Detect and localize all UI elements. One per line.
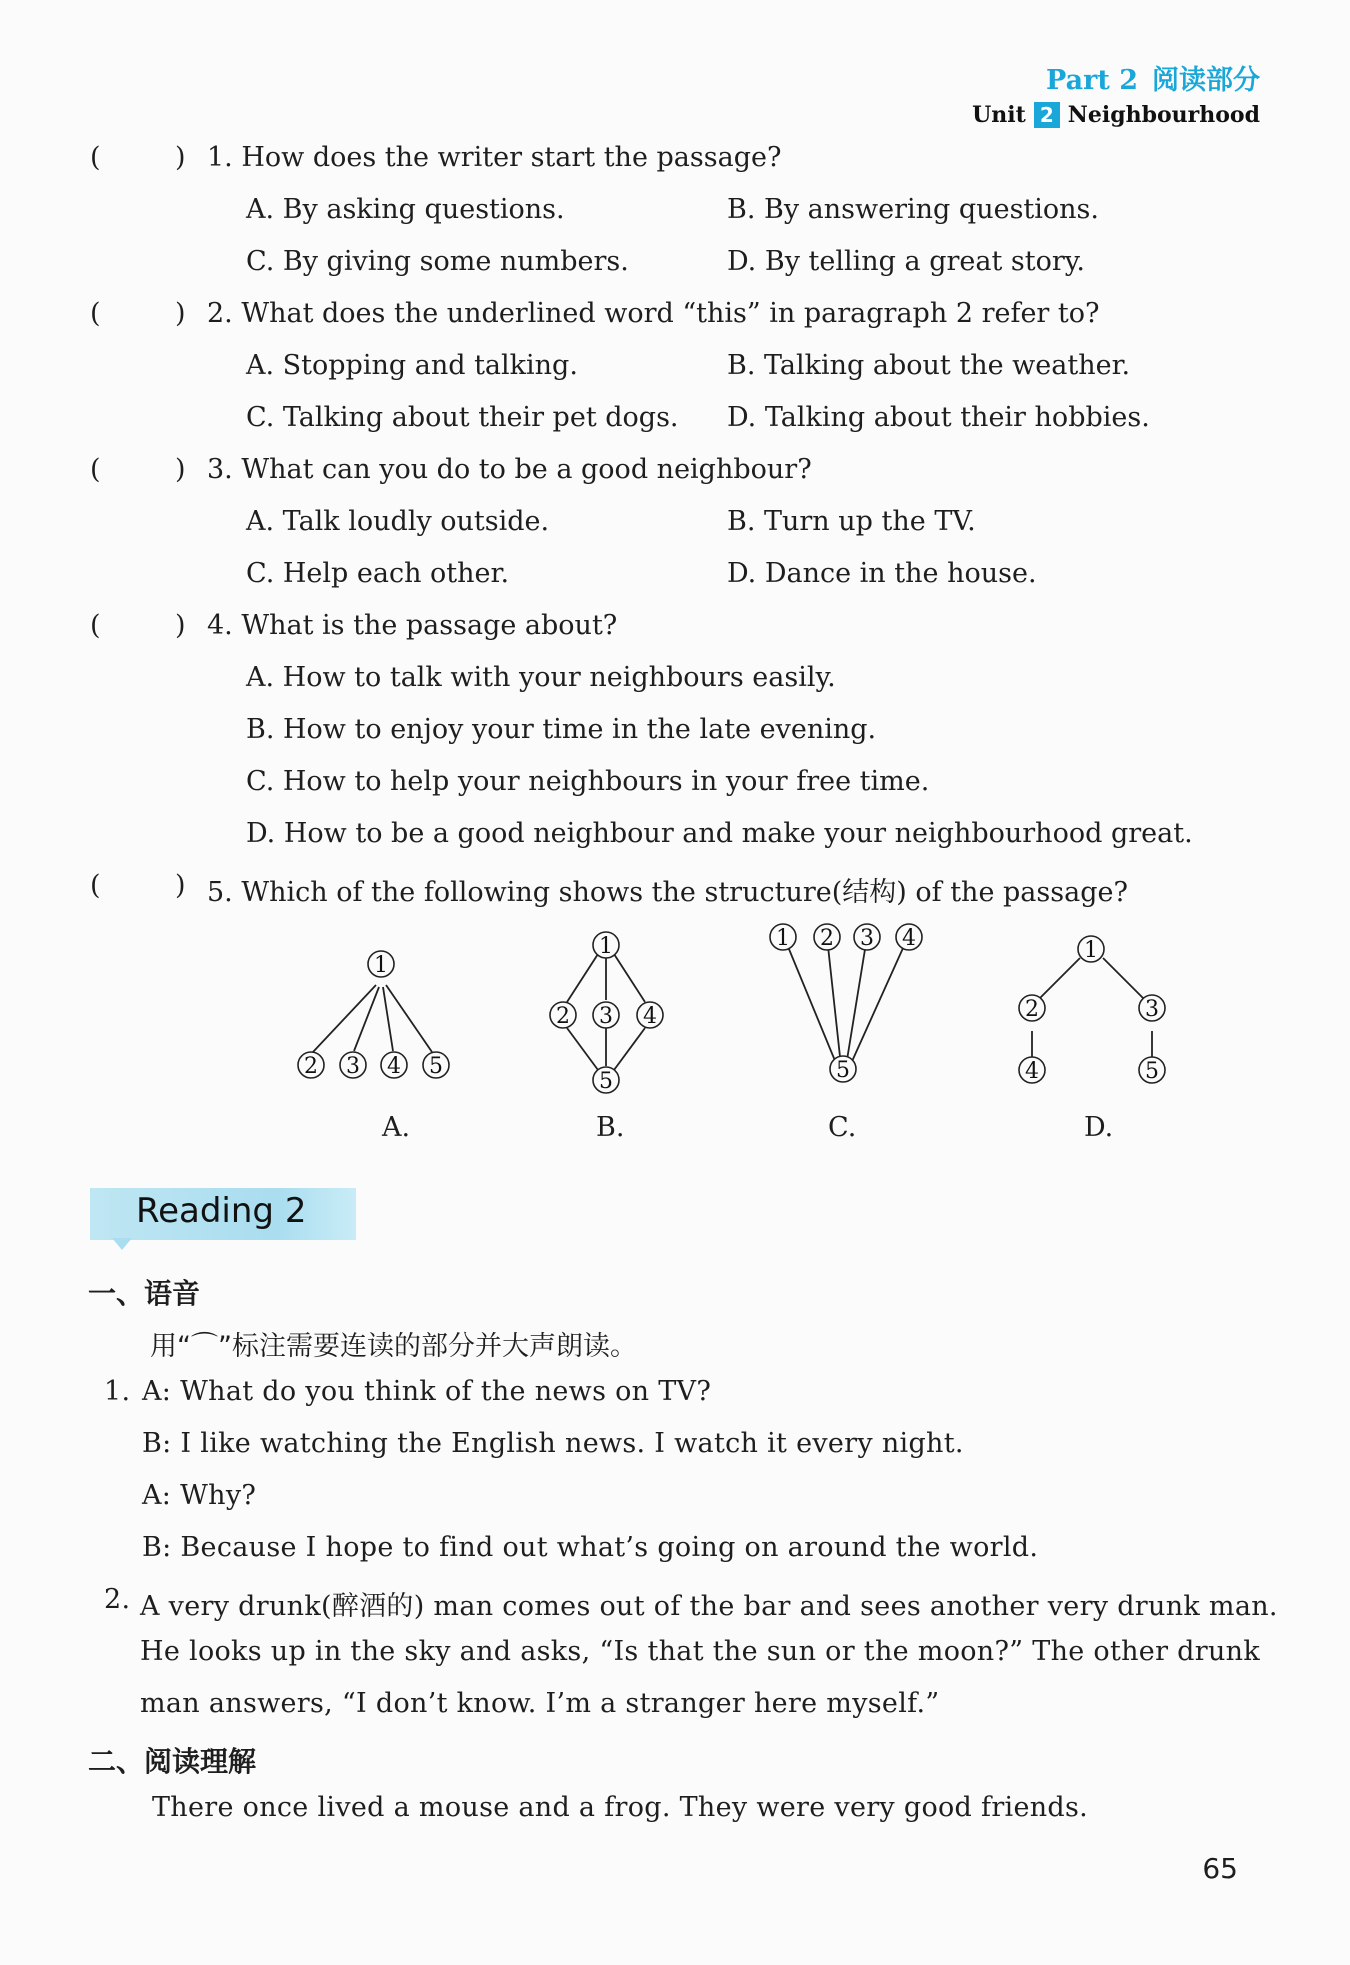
header-part — [1046, 58, 1260, 97]
svg-text:1: 1 — [776, 926, 790, 951]
story-number: 2. — [104, 1584, 131, 1615]
answer-paren-left: ( — [90, 610, 101, 641]
diagram-c-node — [770, 924, 796, 951]
diagram-label-a: A. — [382, 1112, 411, 1143]
diagram-d-edge — [1040, 958, 1080, 998]
story-line: He looks up in the sky and asks, “Is that the sun or the moon?” The other drunk — [140, 1636, 1261, 1667]
section-title-phonetics: 一、语音 — [88, 1277, 201, 1310]
svg-text:1: 1 — [599, 934, 613, 959]
question-1-option-c: C. By giving some numbers. — [246, 246, 629, 277]
question-1-option-d: D. By telling a great story. — [727, 246, 1086, 277]
question-1-option-a: A. By asking questions. — [246, 194, 565, 225]
header-part-cn: 阅读部分 — [1152, 65, 1260, 96]
diagram-d-node — [1078, 936, 1104, 963]
answer-paren-left: ( — [90, 298, 101, 329]
diagram-d-edge — [1103, 958, 1143, 998]
diagram-b-node — [550, 1002, 576, 1029]
question-5-text: 5. Which of the following shows the structure(结构) of the passage? — [207, 877, 1128, 908]
svg-text:2: 2 — [304, 1054, 318, 1079]
question-2-option-a: A. Stopping and talking. — [246, 350, 578, 381]
dialog-number: 1. — [104, 1376, 131, 1407]
diagram-b-edge — [567, 1028, 598, 1070]
diagram-c-node — [830, 1056, 856, 1083]
question-2-option-c: C. Talking about their pet dogs. — [246, 402, 679, 433]
diagram-b-node — [593, 1067, 619, 1094]
dialog-line: A: Why? — [142, 1480, 257, 1511]
diagram-b-node — [593, 1002, 619, 1029]
structure-diagrams — [0, 910, 1350, 1140]
svg-text:1: 1 — [1084, 938, 1098, 963]
header-part-label: Part 2 — [1046, 65, 1138, 96]
answer-paren-left: ( — [90, 870, 101, 901]
header-unit-title: Neighbourhood — [1067, 102, 1260, 128]
diagram-b-edge — [567, 954, 598, 1002]
section-title-reading: 二、阅读理解 — [88, 1745, 257, 1778]
question-3-option-a: A. Talk loudly outside. — [246, 506, 550, 537]
question-1-option-b: B. By answering questions. — [727, 194, 1099, 225]
svg-text:5: 5 — [429, 1054, 443, 1079]
svg-text:4: 4 — [902, 926, 916, 951]
section-instruction: 用“⌒”标注需要连读的部分并大声朗读。 — [150, 1331, 637, 1362]
diagram-b-node — [593, 932, 619, 959]
question-2-option-d: D. Talking about their hobbies. — [727, 402, 1150, 433]
answer-paren-right: ) — [175, 142, 186, 173]
answer-paren-right: ) — [175, 454, 186, 485]
reading-banner-title: Reading 2 — [136, 1191, 307, 1231]
diagram-label-d: D. — [1084, 1112, 1114, 1143]
diagram-c-node — [896, 924, 922, 951]
page-number: 65 — [1202, 1852, 1238, 1885]
question-3-option-d: D. Dance in the house. — [727, 558, 1037, 589]
diagram-a-node — [381, 1052, 407, 1079]
header-unit-number: 2 — [1034, 102, 1060, 128]
dialog-line: B: Because I hope to find out what’s going on around the world. — [142, 1532, 1039, 1563]
diagram-c-node — [814, 924, 840, 951]
diagram-c-node — [854, 924, 880, 951]
story-line: man answers, “I don’t know. I’m a stranger here myself.” — [140, 1688, 940, 1719]
dialog-line: B: I like watching the English news. I watch it every night. — [142, 1428, 964, 1459]
question-2-text: 2. What does the underlined word “this” in paragraph 2 refer to? — [207, 298, 1100, 329]
question-1-text: 1. How does the writer start the passage? — [207, 142, 782, 173]
diagram-a-node — [368, 951, 394, 978]
svg-text:3: 3 — [1145, 997, 1159, 1022]
reading-banner-tail — [112, 1238, 132, 1250]
passage-first-line: There once lived a mouse and a frog. They were very good friends. — [152, 1792, 1089, 1823]
answer-paren-right: ) — [175, 870, 186, 901]
diagram-b-node — [637, 1002, 663, 1029]
diagram-d-node — [1019, 1057, 1045, 1084]
question-3-option-b: B. Turn up the TV. — [727, 506, 976, 537]
answer-paren-right: ) — [175, 610, 186, 641]
svg-text:3: 3 — [860, 926, 874, 951]
diagram-b-edge — [614, 954, 645, 1002]
diagram-d-node — [1139, 1057, 1165, 1084]
svg-text:2: 2 — [1025, 997, 1039, 1022]
diagram-a-edge — [354, 987, 379, 1051]
diagram-c-edge — [849, 937, 908, 1068]
question-3-option-c: C. Help each other. — [246, 558, 510, 589]
svg-text:4: 4 — [643, 1004, 657, 1029]
diagram-a-node — [298, 1052, 324, 1079]
question-4-option-b: B. How to enjoy your time in the late evening. — [246, 714, 877, 745]
svg-text:2: 2 — [820, 926, 834, 951]
header-unit-word: Unit — [972, 102, 1026, 128]
diagram-a-node — [423, 1052, 449, 1079]
svg-text:5: 5 — [1145, 1059, 1159, 1084]
question-4-option-a: A. How to talk with your neighbours easily. — [246, 662, 836, 693]
diagram-label-b: B. — [596, 1112, 625, 1143]
answer-paren-right: ) — [175, 298, 186, 329]
diagram-a-node — [340, 1052, 366, 1079]
svg-text:5: 5 — [836, 1058, 850, 1083]
svg-text:1: 1 — [374, 953, 388, 978]
diagram-b-edge — [614, 1028, 645, 1070]
diagram-c-edge — [846, 937, 867, 1066]
question-2-option-b: B. Talking about the weather. — [727, 350, 1131, 381]
svg-text:2: 2 — [556, 1004, 570, 1029]
question-4-text: 4. What is the passage about? — [207, 610, 618, 641]
diagram-label-c: C. — [828, 1112, 857, 1143]
svg-text:3: 3 — [599, 1004, 613, 1029]
question-4-option-c: C. How to help your neighbours in your free time. — [246, 766, 930, 797]
diagram-d-node — [1019, 995, 1045, 1022]
question-4-option-d: D. How to be a good neighbour and make your neighbourhood great. — [246, 818, 1193, 849]
svg-text:3: 3 — [346, 1054, 360, 1079]
dialog-line: A: What do you think of the news on TV? — [142, 1376, 712, 1407]
svg-text:4: 4 — [387, 1054, 401, 1079]
story-line: A very drunk(醉酒的) man comes out of the bar and sees another very drunk man. — [140, 1591, 1278, 1622]
answer-paren-left: ( — [90, 454, 101, 485]
diagram-d-node — [1139, 995, 1165, 1022]
svg-text:5: 5 — [599, 1069, 613, 1094]
answer-paren-left: ( — [90, 142, 101, 173]
svg-text:4: 4 — [1025, 1059, 1039, 1084]
header-unit — [972, 102, 1260, 128]
diagram-a-edge — [383, 987, 393, 1051]
question-3-text: 3. What can you do to be a good neighbour? — [207, 454, 812, 485]
diagram-a-edge — [386, 985, 432, 1052]
